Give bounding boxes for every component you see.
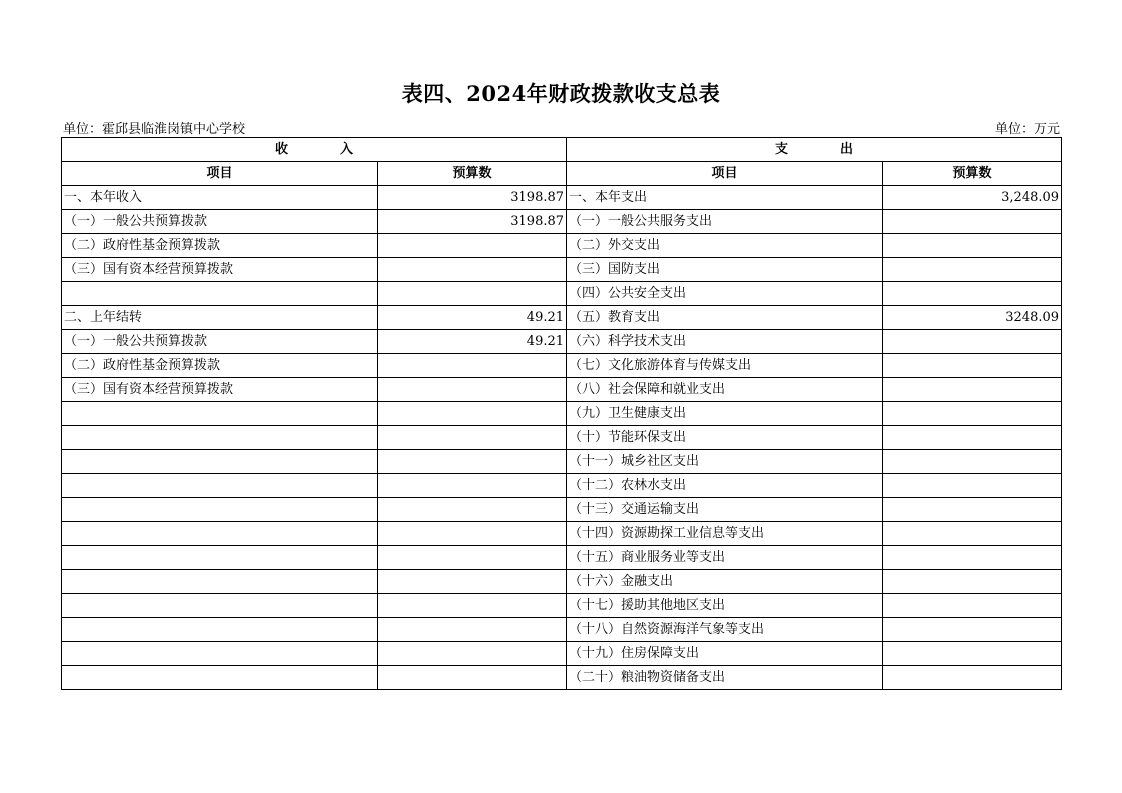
- income-item-cell: （三）国有资本经营预算拨款: [62, 378, 378, 402]
- table-row: [62, 306, 1062, 330]
- income-budget-cell: [378, 522, 567, 546]
- expense-budget-cell: [883, 474, 1062, 498]
- income-budget-cell: [378, 498, 567, 522]
- income-section-header: 收 入: [62, 138, 567, 162]
- income-budget-header: 预算数: [378, 162, 567, 186]
- expense-item-cell: （四）公共安全支出: [567, 282, 883, 306]
- income-budget-cell: [378, 474, 567, 498]
- expense-section-header: 支 出: [567, 138, 1062, 162]
- income-budget-cell: 3198.87: [378, 210, 567, 234]
- budget-summary-table: [61, 137, 1062, 690]
- expense-item-cell: （十九）住房保障支出: [567, 642, 883, 666]
- expense-item-cell: （十）节能环保支出: [567, 426, 883, 450]
- section-header-row: [62, 138, 1062, 162]
- expense-item-cell: （十七）援助其他地区支出: [567, 594, 883, 618]
- income-item-cell: 一、本年收入: [62, 186, 378, 210]
- expense-item-cell: （十一）城乡社区支出: [567, 450, 883, 474]
- income-budget-cell: [378, 258, 567, 282]
- expense-budget-cell: [883, 618, 1062, 642]
- expense-item-cell: （十二）农林水支出: [567, 474, 883, 498]
- income-item-cell: [62, 594, 378, 618]
- expense-budget-cell: 3248.09: [883, 306, 1062, 330]
- table-row: [62, 522, 1062, 546]
- income-item-cell: [62, 426, 378, 450]
- expense-budget-cell: [883, 210, 1062, 234]
- income-item-cell: 二、上年结转: [62, 306, 378, 330]
- expense-budget-cell: [883, 282, 1062, 306]
- income-budget-cell: 49.21: [378, 306, 567, 330]
- income-item-cell: [62, 666, 378, 690]
- income-item-cell: [62, 570, 378, 594]
- income-budget-cell: [378, 378, 567, 402]
- expense-budget-cell: [883, 450, 1062, 474]
- table-row: [62, 642, 1062, 666]
- expense-budget-cell: [883, 522, 1062, 546]
- income-budget-cell: 3198.87: [378, 186, 567, 210]
- income-item-cell: [62, 402, 378, 426]
- expense-item-header: 项目: [567, 162, 883, 186]
- expense-budget-cell: [883, 594, 1062, 618]
- page-title: 表四、2024年财政拨款收支总表: [401, 81, 721, 106]
- expense-budget-cell: [883, 666, 1062, 690]
- table-row: [62, 474, 1062, 498]
- table-row: [62, 426, 1062, 450]
- expense-budget-cell: [883, 354, 1062, 378]
- income-item-header: 项目: [62, 162, 378, 186]
- expense-budget-cell: [883, 378, 1062, 402]
- income-budget-cell: [378, 450, 567, 474]
- expense-item-cell: （一）一般公共服务支出: [567, 210, 883, 234]
- income-budget-cell: [378, 282, 567, 306]
- income-item-cell: [62, 498, 378, 522]
- expense-item-cell: （八）社会保障和就业支出: [567, 378, 883, 402]
- table-row: [62, 666, 1062, 690]
- table-row: [62, 354, 1062, 378]
- income-budget-cell: [378, 402, 567, 426]
- expense-budget-cell: [883, 234, 1062, 258]
- income-budget-cell: [378, 546, 567, 570]
- expense-budget-cell: 3,248.09: [883, 186, 1062, 210]
- table-row: [62, 570, 1062, 594]
- table-row: [62, 378, 1062, 402]
- income-item-cell: [62, 522, 378, 546]
- expense-budget-cell: [883, 402, 1062, 426]
- expense-item-cell: （十三）交通运输支出: [567, 498, 883, 522]
- income-item-cell: [62, 450, 378, 474]
- expense-budget-cell: [883, 642, 1062, 666]
- income-item-cell: （三）国有资本经营预算拨款: [62, 258, 378, 282]
- income-item-cell: [62, 282, 378, 306]
- income-budget-cell: [378, 618, 567, 642]
- income-budget-cell: [378, 594, 567, 618]
- expense-item-cell: （七）文化旅游体育与传媒支出: [567, 354, 883, 378]
- income-budget-cell: [378, 570, 567, 594]
- table-row: [62, 618, 1062, 642]
- table-row: [62, 282, 1062, 306]
- expense-budget-cell: [883, 258, 1062, 282]
- income-budget-cell: [378, 354, 567, 378]
- income-item-cell: [62, 642, 378, 666]
- table-row: [62, 498, 1062, 522]
- table-body: [62, 186, 1062, 690]
- expense-budget-cell: [883, 498, 1062, 522]
- table-row: [62, 186, 1062, 210]
- table-row: [62, 258, 1062, 282]
- expense-budget-cell: [883, 570, 1062, 594]
- income-item-cell: （一）一般公共预算拨款: [62, 210, 378, 234]
- expense-item-cell: （九）卫生健康支出: [567, 402, 883, 426]
- expense-item-cell: （三）国防支出: [567, 258, 883, 282]
- income-item-cell: [62, 618, 378, 642]
- income-item-cell: （一）一般公共预算拨款: [62, 330, 378, 354]
- expense-item-cell: （二十）粮油物资储备支出: [567, 666, 883, 690]
- income-budget-cell: 49.21: [378, 330, 567, 354]
- income-item-cell: [62, 474, 378, 498]
- unit-currency: 单位：万元: [994, 122, 1060, 137]
- expense-budget-header: 预算数: [883, 162, 1062, 186]
- table-row: [62, 234, 1062, 258]
- expense-budget-cell: [883, 546, 1062, 570]
- expense-item-cell: （二）外交支出: [567, 234, 883, 258]
- income-item-cell: [62, 546, 378, 570]
- expense-item-cell: （十八）自然资源海洋气象等支出: [567, 618, 883, 642]
- income-budget-cell: [378, 642, 567, 666]
- expense-item-cell: （五）教育支出: [567, 306, 883, 330]
- table-row: [62, 210, 1062, 234]
- expense-item-cell: （六）科学技术支出: [567, 330, 883, 354]
- column-header-row: [62, 162, 1062, 186]
- income-item-cell: （二）政府性基金预算拨款: [62, 354, 378, 378]
- expense-item-cell: （十五）商业服务业等支出: [567, 546, 883, 570]
- table-row: [62, 402, 1062, 426]
- unit-organization: 单位：霍邱县临淮岗镇中心学校: [63, 122, 246, 137]
- income-item-cell: （二）政府性基金预算拨款: [62, 234, 378, 258]
- table-row: [62, 546, 1062, 570]
- table-row: [62, 450, 1062, 474]
- expense-item-cell: （十四）资源勘探工业信息等支出: [567, 522, 883, 546]
- table-row: [62, 330, 1062, 354]
- expense-item-cell: （十六）金融支出: [567, 570, 883, 594]
- table-row: [62, 594, 1062, 618]
- income-budget-cell: [378, 234, 567, 258]
- income-budget-cell: [378, 666, 567, 690]
- expense-budget-cell: [883, 330, 1062, 354]
- expense-budget-cell: [883, 426, 1062, 450]
- income-budget-cell: [378, 426, 567, 450]
- expense-item-cell: 一、本年支出: [567, 186, 883, 210]
